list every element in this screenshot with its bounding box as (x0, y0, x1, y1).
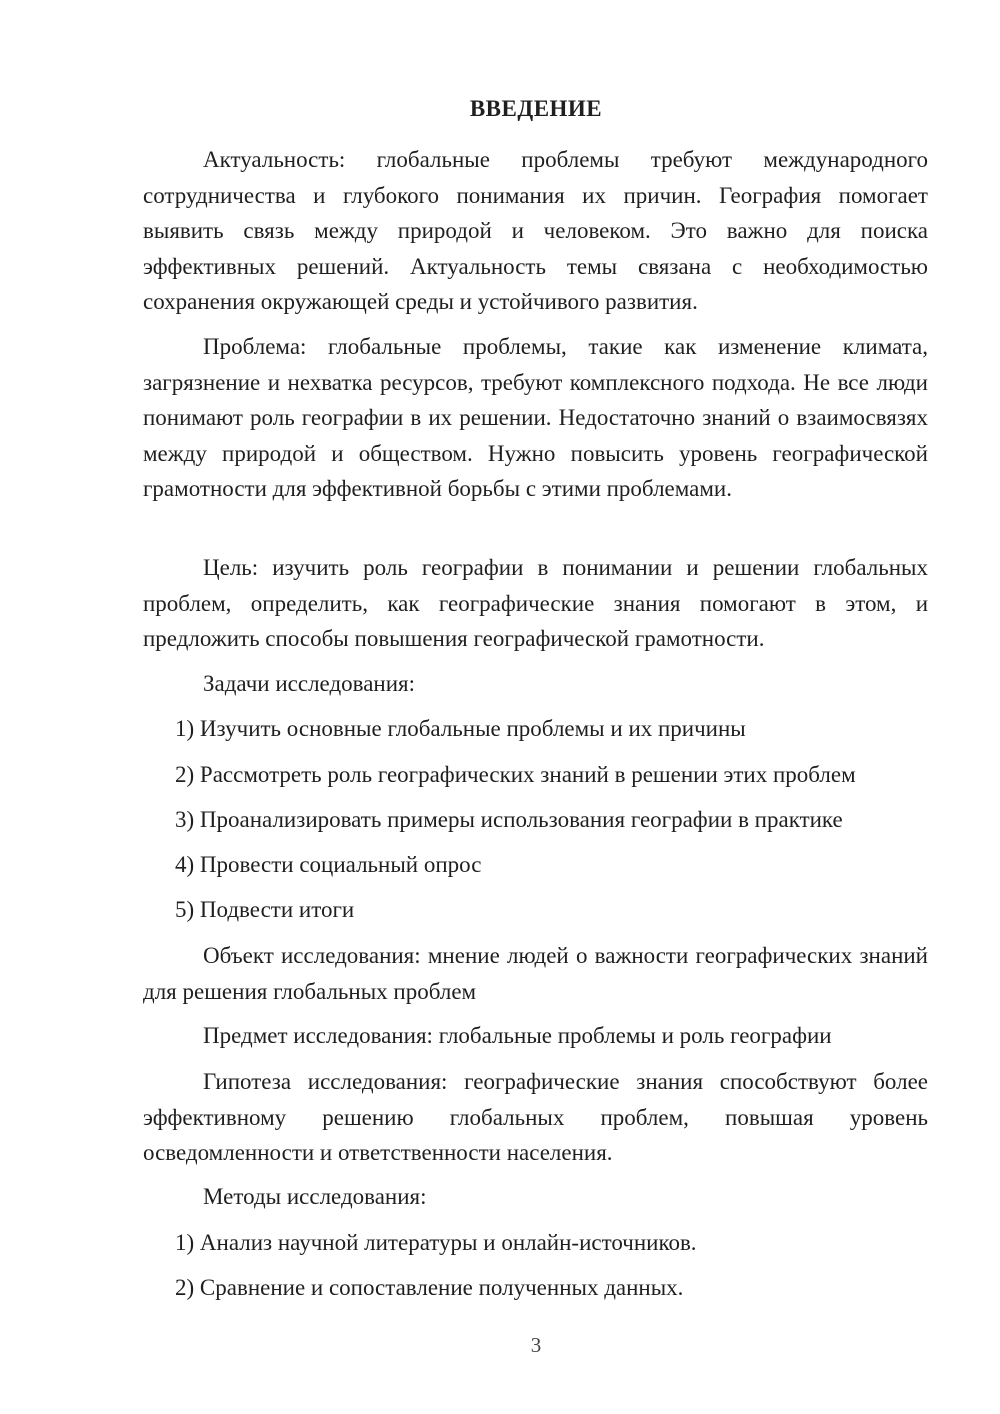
task-item-4: 4) Провести социальный опрос (175, 852, 482, 877)
method-item-1: 1) Анализ научной литературы и онлайн-источников. (175, 1230, 697, 1255)
relevance-paragraph: Актуальность: глобальные проблемы требуют международного сотрудничества и глубокого понимания их причин. География помогает выявить связь между природой и человеком. Это важно для поиска эффективных решений. Актуальность темы связана с необходимостью сохранения окружающей среды и устойчивого развития. (143, 147, 928, 314)
methods-heading: Методы исследования: (203, 1184, 427, 1209)
goal-paragraph: Цель: изучить роль географии в понимании и решении глобальных проблем, определить, как географические знания помогают в этом, и предложить способы повышения географической грамотности. (143, 555, 928, 651)
task-item-5: 5) Подвести итоги (175, 897, 355, 922)
tasks-heading: Задачи исследования: (203, 671, 416, 696)
problem-paragraph: Проблема: глобальные проблемы, такие как изменение климата, загрязнение и нехватка ресурсов, требуют комплексного подхода. Не все люди понимают роль географии в их решении. Недостаточно знаний о взаимосвязях между природой и обществом. Нужно повысить уровень географической грамотности для эффективной борьбы с этими проблемами. (143, 334, 928, 501)
task-item-2: 2) Рассмотреть роль географических знаний в решении этих проблем (175, 762, 856, 787)
hypothesis-paragraph: Гипотеза исследования: географические знания способствуют более эффективному решению глобальных проблем, повышая уровень осведомленности и ответственности населения. (143, 1069, 928, 1165)
subject-paragraph: Предмет исследования: глобальные проблемы и роль географии (203, 1023, 832, 1048)
page-title: ВВЕДЕНИЕ (469, 96, 603, 121)
page-number: 3 (530, 1333, 542, 1357)
method-item-2: 2) Сравнение и сопоставление полученных данных. (175, 1275, 684, 1300)
task-item-1: 1) Изучить основные глобальные проблемы и их причины (175, 716, 746, 741)
task-item-3: 3) Проанализировать примеры использования географии в практике (175, 807, 843, 832)
object-paragraph: Объект исследования: мнение людей о важности географических знаний для решения глобальных проблем (143, 943, 928, 1004)
